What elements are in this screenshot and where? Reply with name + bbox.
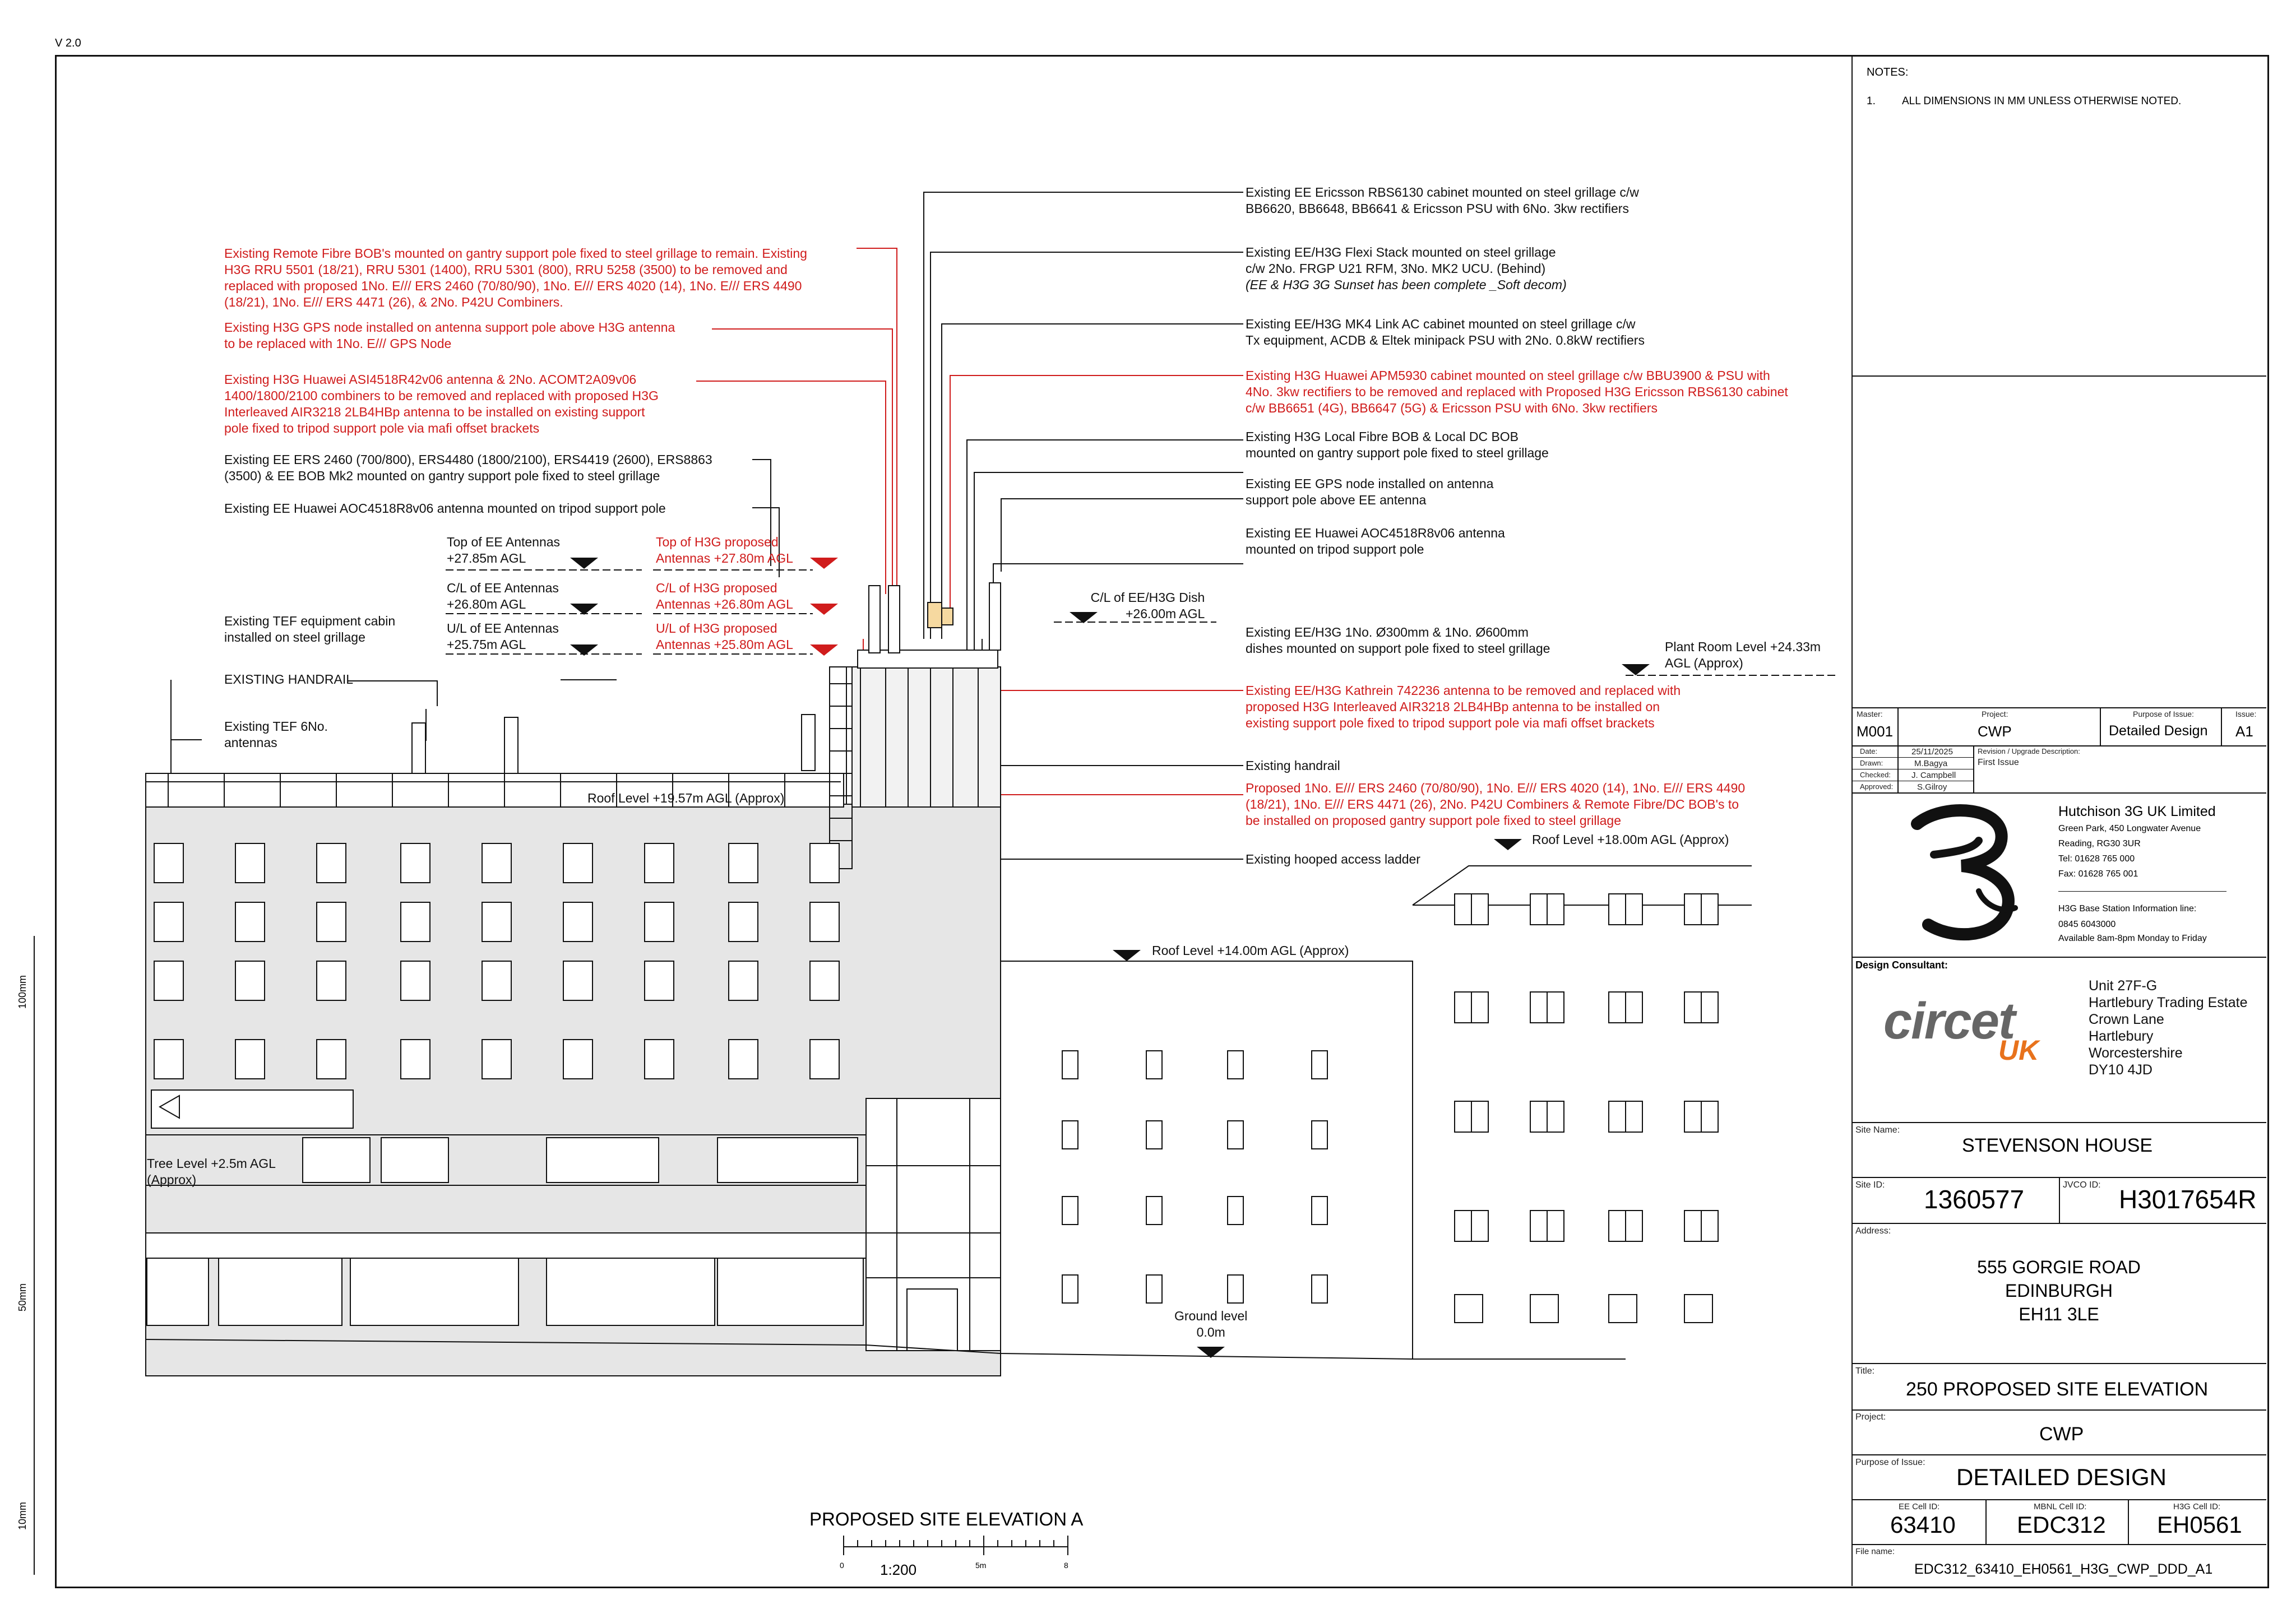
approved-label: Approved: <box>1860 782 1894 791</box>
scale-bar <box>844 1536 1068 1555</box>
annotation-proposed-ers: Proposed 1No. E/// ERS 2460 (70/80/90), 1No. E/// ERS 4020 (14), 1No. E/// ERS 4490 (18/21), 1No. E/// ERS 4471 (26), 2No. P42U Combiners & Remote Fibre/DC BOB's to be installed on proposed gantry support pole fixed to steel grillage <box>1246 781 1746 828</box>
annotation-ee-huawei-tripod: Existing EE Huawei AOC4518R8v06 antenna mounted on tripod support pole <box>224 501 666 516</box>
site-name-value: STEVENSON HOUSE <box>1962 1135 2153 1156</box>
consultant-label: Design Consultant: <box>1855 959 1948 971</box>
client-fax: Fax: 01628 765 001 <box>2058 869 2138 879</box>
address-line-1: 555 GORGIE ROAD <box>1977 1257 2141 1277</box>
level-ul-ee-antennas: U/L of EE Antennas +25.75m AGL <box>447 621 559 652</box>
tb-divider-project <box>1851 1409 2266 1411</box>
h3g-cell-value: EH0561 <box>2157 1511 2242 1538</box>
address-line-2: EDINBURGH <box>2005 1281 2113 1301</box>
tb-divider-purpose <box>1851 1454 2266 1455</box>
mbnl-cell-value: EDC312 <box>2017 1511 2106 1538</box>
tb-sep-1 <box>1897 707 1899 745</box>
annotation-dishes: Existing EE/H3G 1No. Ø300mm & 1No. Ø600mm dishes mounted on support pole fixed to steel grillage <box>1246 625 1550 656</box>
revision-value: First Issue <box>1978 758 2019 767</box>
level-ul-h3g-antennas: U/L of H3G proposed Antennas +25.80m AGL <box>656 621 793 652</box>
tb-sep-3 <box>2221 707 2222 745</box>
scale-ratio: 1:200 <box>880 1561 917 1578</box>
ee-cell-label: EE Cell ID: <box>1899 1502 1940 1511</box>
tb-divider-site-name <box>1851 1122 2266 1123</box>
level-roof-14: Roof Level +14.00m AGL (Approx) <box>1152 943 1349 958</box>
level-roof-18: Roof Level +18.00m AGL (Approx) <box>1532 832 1729 847</box>
client-info-3: Available 8am-8pm Monday to Friday <box>2058 934 2207 943</box>
level-plant-room: Plant Room Level +24.33m AGL (Approx) <box>1665 639 1821 670</box>
margin-scale-100mm: 100mm <box>17 975 28 1009</box>
drawn-value: M.Bagya <box>1914 759 1948 768</box>
tb-divider-address <box>1851 1223 2266 1224</box>
annotation-ee-ers: Existing EE ERS 2460 (700/800), ERS4480 (1800/2100), ERS4419 (2600), ERS8863 (3500) & EE BOB Mk2 mounted on gantry support pole fixed to steel grillage <box>224 452 712 483</box>
annotation-h3g-gps-node: Existing H3G GPS node installed on antenna support pole above H3G antenna to be replaced with 1No. E/// GPS Node <box>224 320 675 351</box>
level-cl-ee-antennas: C/L of EE Antennas +26.80m AGL <box>447 581 559 611</box>
client-address-1: Green Park, 450 Longwater Avenue <box>2058 824 2201 833</box>
checked-value: J. Campbell <box>1911 771 1956 780</box>
purpose2-label: Purpose of Issue: <box>1855 1458 1925 1467</box>
tb-divider-consultant <box>1851 957 2266 958</box>
annotation-ee-gps-node: Existing EE GPS node installed on antenna support pole above EE antenna <box>1246 476 1494 507</box>
date-label: Date: <box>1860 747 1878 755</box>
level-lines <box>446 570 1836 675</box>
annotation-ee-rbs6130: Existing EE Ericsson RBS6130 cabinet mounted on steel grillage c/w BB6620, BB6648, BB6641 & Ericsson PSU with 6No. 3kw rectifiers <box>1246 185 1639 216</box>
annotation-kathrein: Existing EE/H3G Kathrein 742236 antenna to be removed and replaced with proposed H3G Interleaved AIR3218 2LB4HBp antenna to be installed on existing support pole fixed to tripod support pole via mafi offset brackets <box>1246 683 1681 730</box>
project-value: CWP <box>1978 723 2012 740</box>
master-value: M001 <box>1857 723 1894 740</box>
title-value: 250 PROPOSED SITE ELEVATION <box>1906 1379 2209 1400</box>
tb-site-id-sep <box>2059 1177 2060 1223</box>
jvco-value: H3017654R <box>2119 1185 2257 1214</box>
level-dish: C/L of EE/H3G Dish +26.00m AGL <box>1090 590 1205 621</box>
middle-building <box>1001 961 1413 1359</box>
issue-value: A1 <box>2235 723 2253 740</box>
project2-label: Project: <box>1855 1412 1886 1422</box>
level-tree: Tree Level +2.5m AGL (Approx) <box>147 1156 276 1187</box>
right-building <box>1413 866 1752 1323</box>
annotation-existing-handrail: Existing handrail <box>1246 758 1340 773</box>
client-name: Hutchison 3G UK Limited <box>2058 804 2216 819</box>
drawing-title: PROPOSED SITE ELEVATION A <box>809 1509 1084 1529</box>
client-info-2: 0845 6043000 <box>2058 920 2116 929</box>
ee-cell-value: 63410 <box>1890 1511 1956 1538</box>
file-value: EDC312_63410_EH0561_H3G_CWP_DDD_A1 <box>1914 1561 2213 1577</box>
purpose2-value: DETAILED DESIGN <box>1956 1464 2167 1490</box>
notes-item-number: 1. <box>1867 95 1876 107</box>
project-label: Project: <box>1982 710 2008 718</box>
version-label: V 2.0 <box>55 37 81 49</box>
margin-scale-50mm: 50mm <box>17 1283 28 1311</box>
level-top-h3g-antennas: Top of H3G proposed Antennas +27.80m AGL <box>656 535 793 565</box>
issue-label: Issue: <box>2235 710 2257 718</box>
project2-value: CWP <box>2039 1423 2084 1445</box>
date-value: 25/11/2025 <box>1911 747 1953 757</box>
site-id-label: Site ID: <box>1855 1180 1885 1190</box>
annotation-flexi-stack: Existing EE/H3G Flexi Stack mounted on steel grillage c/w 2No. FRGP U21 RFM, 3No. MK2 UCU. (Behind) (EE & H3G 3G Sunset has been complete _Soft decom) <box>1246 245 1567 292</box>
three-logo <box>1895 801 2040 942</box>
purpose-label: Purpose of Issue: <box>2133 710 2194 718</box>
tb-divider-file <box>1851 1544 2266 1545</box>
consultant-address: Unit 27F-G Hartlebury Trading Estate Crown Lane Hartlebury Worcestershire DY10 4JD <box>2089 978 2248 1078</box>
scale-tick-0: 0 <box>840 1561 844 1570</box>
checked-label: Checked: <box>1860 771 1891 779</box>
tb-divider-cells <box>1851 1499 2266 1500</box>
level-top-ee-antennas: Top of EE Antennas +27.85m AGL <box>447 535 561 565</box>
address-label: Address: <box>1855 1226 1891 1236</box>
label-tef-cabin: Existing TEF equipment cabin installed on steel grillage <box>224 614 396 644</box>
client-divider <box>2058 891 2226 892</box>
main-building <box>146 583 1001 1376</box>
revision-label: Revision / Upgrade Description: <box>1978 747 2080 755</box>
notes-item-text: ALL DIMENSIONS IN MM UNLESS OTHERWISE NOTED. <box>1902 95 2182 107</box>
label-tef-antennas: Existing TEF 6No. antennas <box>224 719 328 750</box>
level-markers-red <box>810 558 838 656</box>
approved-value: S.Gilroy <box>1917 782 1947 792</box>
client-address-2: Reading, RG30 3UR <box>2058 839 2141 848</box>
site-id-value: 1360577 <box>1924 1185 2025 1214</box>
label-existing-handrail: EXISTING HANDRAIL <box>224 672 354 687</box>
tb-cell-sep-2 <box>2128 1499 2129 1544</box>
tb-divider-title <box>1851 1363 2266 1364</box>
tb-cell-sep-1 <box>1985 1499 1987 1544</box>
tb-divider-notes <box>1851 375 2266 377</box>
purpose-value: Detailed Design <box>2109 723 2208 739</box>
level-roof-1957: Roof Level +19.57m AGL (Approx) <box>587 791 785 805</box>
client-info-1: H3G Base Station Information line: <box>2058 904 2197 913</box>
mbnl-cell-label: MBNL Cell ID: <box>2034 1502 2087 1511</box>
annotation-h3g-apm5930: Existing H3G Huawei APM5930 cabinet mounted on steel grillage c/w BBU3900 & PSU with 4No. 3kw rectifiers to be removed and replaced with Proposed H3G Ericsson RBS6130 cabinet c/w BB6651 (4G), BB6647 (5G) & Ericsson PSU with 6No. 3kw rectifiers <box>1246 368 1788 415</box>
annotation-h3g-local-fibre: Existing H3G Local Fibre BOB & Local DC BOB mounted on gantry support pole fixed to steel grillage <box>1246 429 1549 460</box>
annotation-ee-huawei-aoc: Existing EE Huawei AOC4518R8v06 antenna mounted on tripod support pole <box>1246 526 1505 557</box>
tb-rev-sep-2 <box>1973 745 1974 792</box>
tb-sep-2 <box>2100 707 2101 745</box>
client-tel: Tel: 01628 765 000 <box>2058 854 2135 864</box>
tb-rev-row-1 <box>1851 757 1973 758</box>
drawn-label: Drawn: <box>1860 759 1883 767</box>
level-cl-h3g-antennas: C/L of H3G proposed Antennas +26.80m AGL <box>656 581 793 611</box>
margin-scale-10mm: 10mm <box>17 1501 28 1530</box>
level-ground: Ground level 0.0m <box>1174 1309 1248 1339</box>
annotation-h3g-huawei-antenna: Existing H3G Huawei ASI4518R42v06 antenna & 2No. ACOMT2A09v06 1400/1800/2100 combiners to be removed and replaced with proposed H3G Interleaved AIR3218 2LB4HBp antenna to be installed on existing support pole fixed to tripod support pole via mafi offset brackets <box>224 372 659 435</box>
circet-logo-uk: UK <box>1998 1035 2039 1066</box>
master-label: Master: <box>1857 710 1883 718</box>
address-line-3: EH11 3LE <box>2019 1304 2099 1324</box>
h3g-cell-label: H3G Cell ID: <box>2173 1502 2221 1511</box>
annotation-mk4-link: Existing EE/H3G MK4 Link AC cabinet mounted on steel grillage c/w Tx equipment, ACDB & Eltek minipack PSU with 2No. 0.8kW rectifiers <box>1246 317 1645 347</box>
title-label: Title: <box>1855 1366 1875 1376</box>
annotation-remote-fibre-bob: Existing Remote Fibre BOB's mounted on gantry support pole fixed to steel grillage to remain. Existing H3G RRU 5501 (18/21), RRU 5301 (1400), RRU 5301 (800), RRU 5258 (3500) to be removed and replaced with proposed 1No. E/// ERS 2460 (70/80/90), 1No. E/// ERS 4020 (14), 1No. E/// ERS 4490 (18/21), 1No. E/// ERS 4471 (26), & 2No. P42U Combiners. <box>224 246 807 309</box>
annotation-access-ladder: Existing hooped access ladder <box>1246 852 1420 866</box>
circet-logo: circet <box>1883 993 2015 1050</box>
title-block-divider <box>1851 55 1853 1586</box>
site-name-label: Site Name: <box>1855 1125 1900 1135</box>
notes-heading: NOTES: <box>1867 66 1909 78</box>
file-label: File name: <box>1855 1547 1895 1556</box>
scale-tick-5m: 5m <box>975 1561 987 1570</box>
address-block <box>1851 1255 2266 1326</box>
jvco-label: JVCO ID: <box>2063 1180 2101 1190</box>
scale-tick-8: 8 <box>1064 1561 1068 1570</box>
